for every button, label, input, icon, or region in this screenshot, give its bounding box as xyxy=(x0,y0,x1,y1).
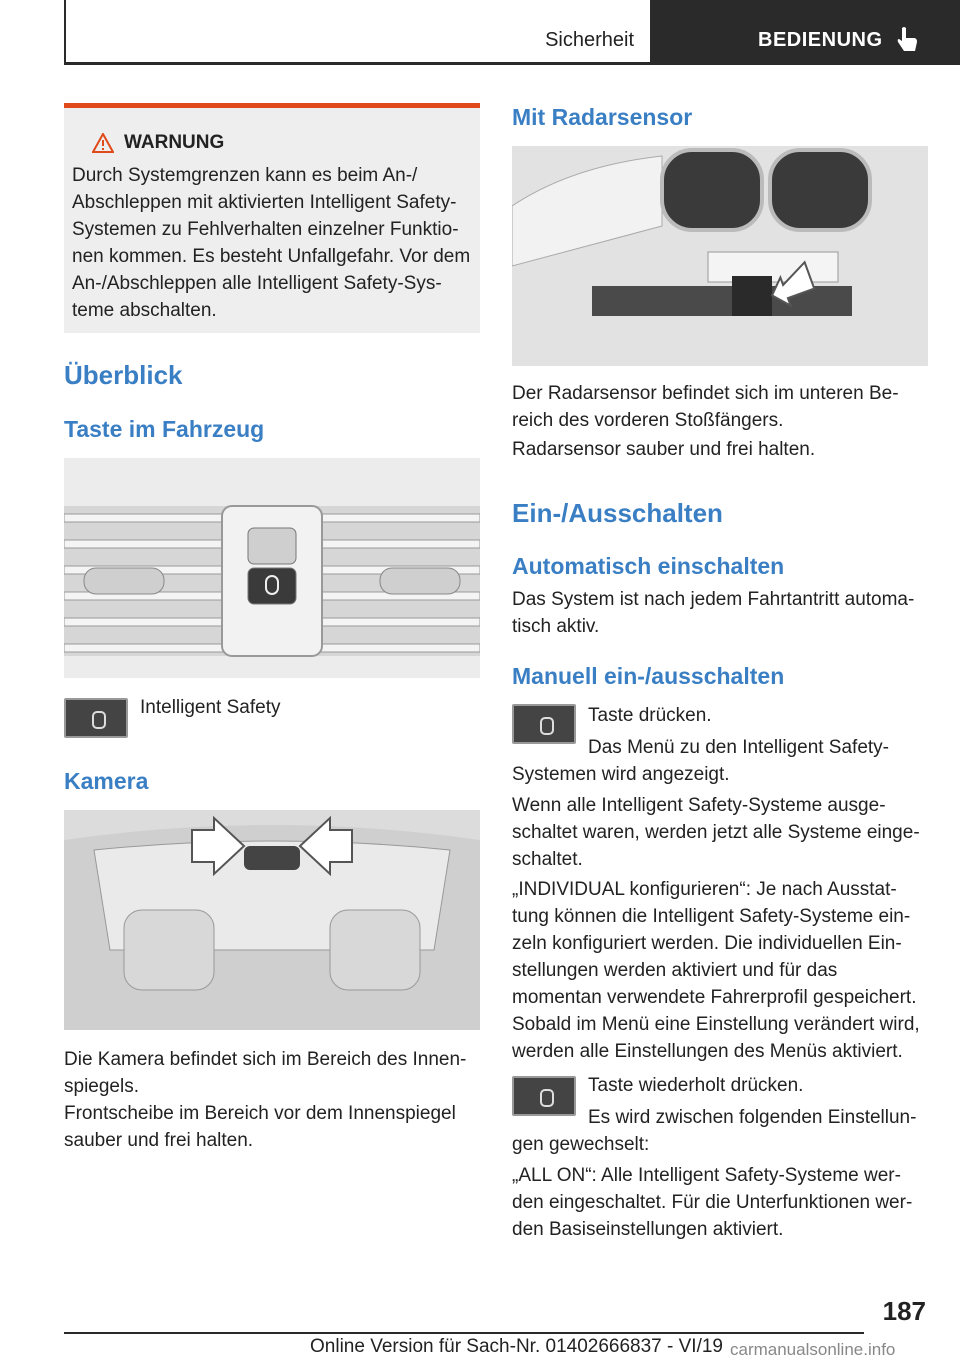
warning-text: Durch Systemgrenzen kann es beim An-/ Abschleppen mit aktivierten Intelligent Safety-Systemen zu Fehlverhalten einzelner Funktio-nen kommen. Es besteht Unfallgefahr. Vor dem An-/Abschleppen alle Intelligent Safety-Sys-teme abschalten. xyxy=(72,165,471,321)
warning-title: WARNUNG xyxy=(72,132,472,158)
header-section-title: Sicherheit xyxy=(545,29,634,51)
heading-ueberblick: Überblick xyxy=(64,360,183,390)
heading-mit-radarsensor: Mit Radarsensor xyxy=(512,104,693,130)
header-rule xyxy=(64,62,960,65)
kamera-paragraph-2: Frontscheibe im Bereich vor dem Innenspiegel sauber und frei halten. xyxy=(64,1103,456,1151)
safety-button-icon-1 xyxy=(512,704,576,744)
heading-automatisch-einschalten: Automatisch einschalten xyxy=(512,553,785,579)
manual-paragraph-5: „ALL ON“: Alle Intelligent Safety-Systeme wer-den eingeschaltet. Für die Unterfunktionen wer-den Basiseinstellungen aktiviert. xyxy=(512,1165,913,1240)
heading-kamera: Kamera xyxy=(64,768,149,794)
manual-step-2-desc-cont: gen gewechselt: xyxy=(512,1134,650,1155)
radar-photo xyxy=(512,146,928,366)
heading-taste-im-fahrzeug: Taste im Fahrzeug xyxy=(64,416,265,442)
manual-paragraph-2: Wenn alle Intelligent Safety-Systeme ausge-schaltet waren, werden jetzt alle Systeme einge-schaltet. xyxy=(512,795,920,870)
radar-illustration xyxy=(512,146,928,366)
radar-paragraph-1: Der Radarsensor befindet sich im unteren Be-reich des vorderen Stoßfängers. xyxy=(512,383,899,431)
intelligent-safety-button-icon xyxy=(64,698,128,738)
manual-step-2-desc: Es wird zwischen folgenden Einstellun- xyxy=(588,1107,917,1128)
intelligent-safety-label: Intelligent Safety xyxy=(140,697,281,718)
heading-ein-ausschalten: Ein-/Ausschalten xyxy=(512,498,723,528)
kamera-paragraph-1: Die Kamera befindet sich im Bereich des Innen-spiegels. xyxy=(64,1049,467,1097)
manual-step-1-text: Taste drücken. xyxy=(588,705,712,726)
manual-step-1-desc: Das Menü zu den Intelligent Safety- xyxy=(588,737,890,758)
manual-step-1-desc-cont: Systemen wird angezeigt. xyxy=(512,764,730,785)
warning-box xyxy=(64,103,480,333)
vehicle-button-photo xyxy=(64,458,480,678)
footer-version-text: Online Version für Sach-Nr. 01402666837 - VI/19 xyxy=(310,1336,723,1357)
warning-triangle-icon xyxy=(92,133,114,153)
radar-paragraph-2: Radarsensor sauber und frei halten. xyxy=(512,439,816,460)
manual-step-2-text: Taste wiederholt drücken. xyxy=(588,1075,804,1096)
safety-button-icon-2 xyxy=(512,1076,576,1116)
footer-rule xyxy=(64,1332,864,1334)
manual-paragraph-3: „INDIVIDUAL konfigurieren“: Je nach Ausstat-tung können die Intelligent Safety-Systeme ein-zeln konfiguriert werden. Die individuellen Ein-stellungen werden aktiviert und für das momentan verwendete Fahrerprofil gespeichert. Sobald im Menü eine Einstellung verändert wird, werden alle Einstellungen des Menüs aktiviert. xyxy=(512,879,920,1062)
auto-paragraph: Das System ist nach jedem Fahrtantritt automa-tisch aktiv. xyxy=(512,589,915,637)
hand-pointer-icon xyxy=(896,26,920,54)
camera-photo xyxy=(64,810,480,1030)
heading-manuell-ein-ausschalten: Manuell ein-/ausschalten xyxy=(512,663,785,689)
page-number: 187 xyxy=(882,1296,926,1326)
header-chapter-label: BEDIENUNG xyxy=(758,29,883,51)
camera-illustration xyxy=(64,810,480,1030)
footer-watermark: carmanualsonline.info xyxy=(730,1340,896,1359)
vehicle-button-illustration xyxy=(64,458,480,678)
